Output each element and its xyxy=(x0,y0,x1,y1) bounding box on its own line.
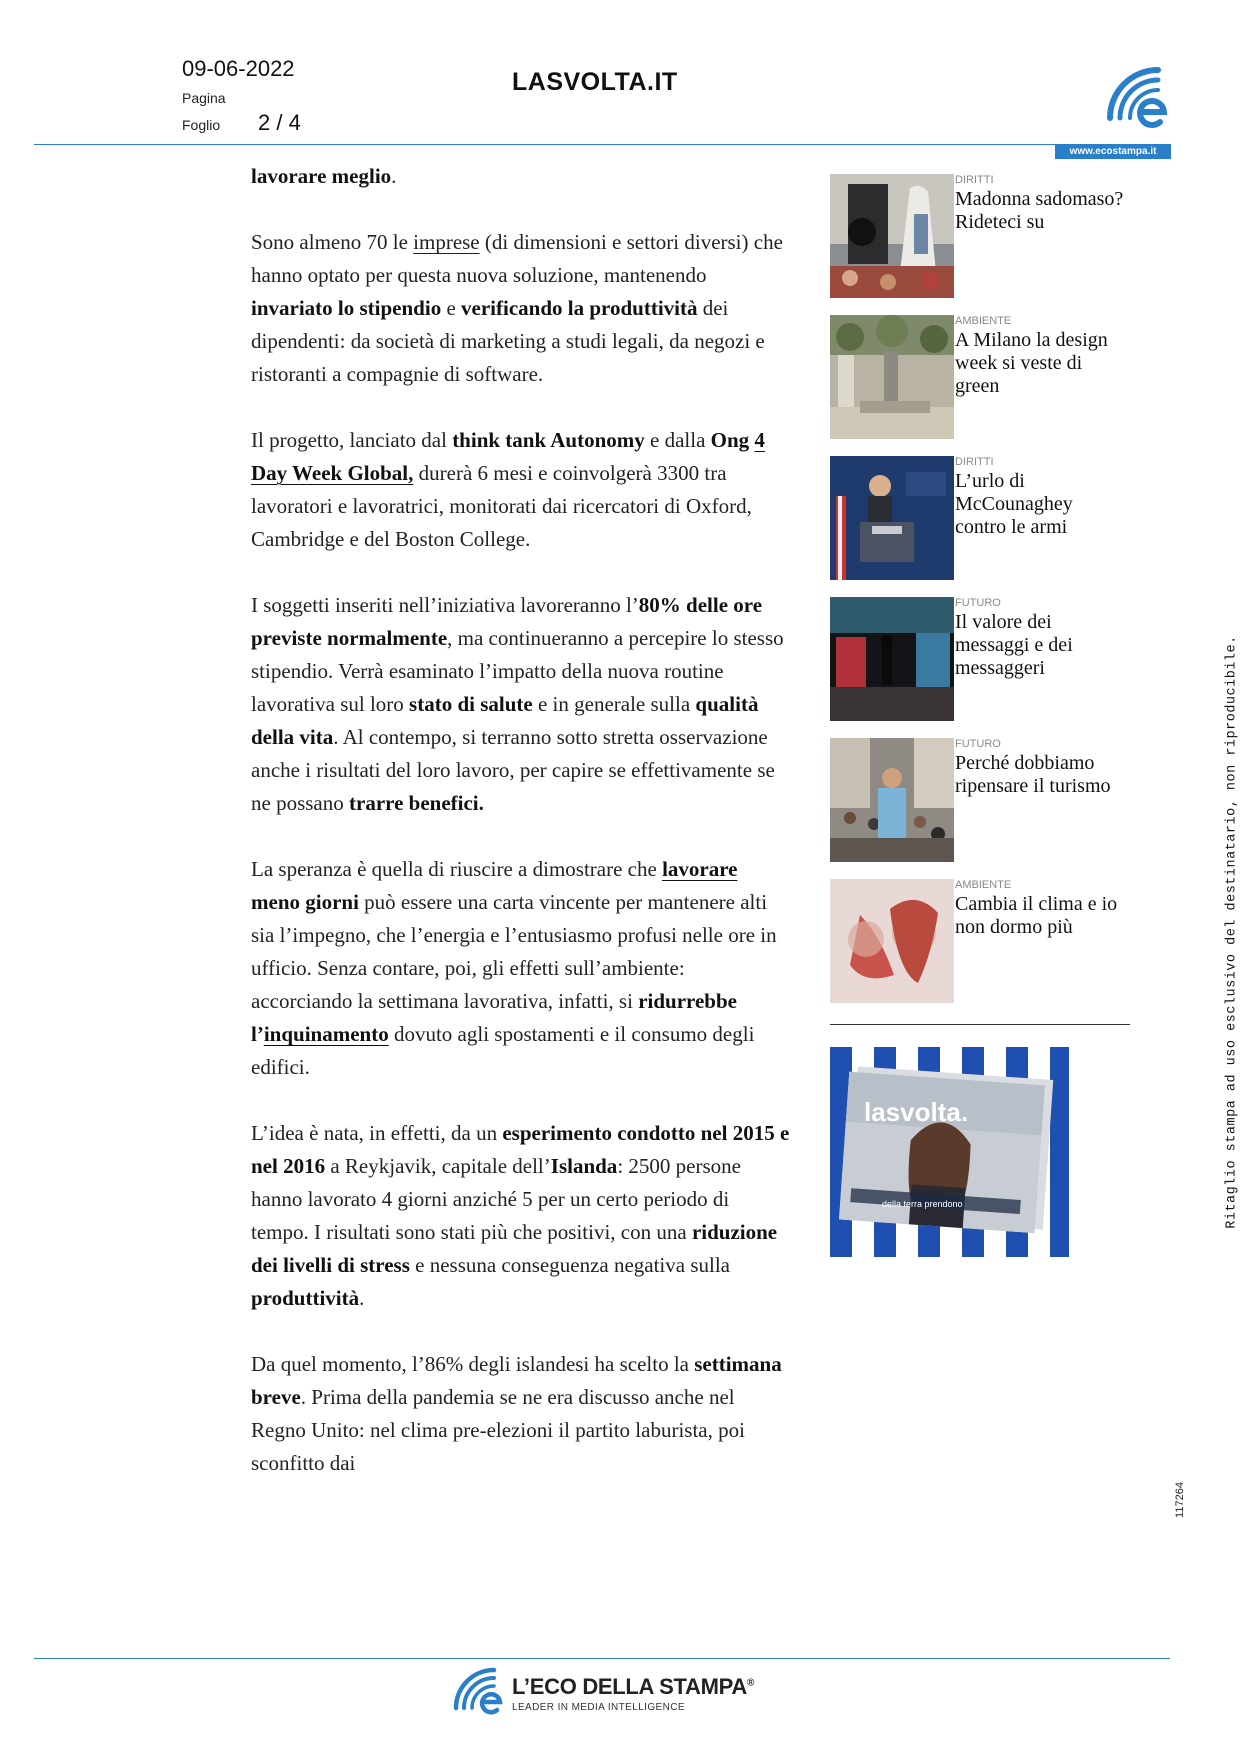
article-title[interactable]: Madonna sadomaso? Rideteci su xyxy=(955,188,1124,233)
promo-caption: della terra prendono xyxy=(882,1199,963,1209)
footer-divider xyxy=(34,1658,1170,1659)
eco-della-stampa-logo-icon xyxy=(452,1664,504,1716)
link-inquinamento[interactable]: inquinamento xyxy=(263,1022,389,1046)
related-item-turismo[interactable] xyxy=(830,738,1130,879)
related-item-madonna[interactable] xyxy=(830,174,1130,315)
paragraph-4: I soggetti inseriti nell’iniziativa lavoreranno l’80% delle ore previste normalmente, ma continueranno a percepire lo stesso stipendio. Verrà esaminato l’impatto della nuova routine lavorativa sul loro stato di salute e in generale sulla qualità della vita. Al contempo, si terranno sotto stretta osservazione anche i risultati del loro lavoro, per capire se effettivamente se ne possano trarre benefici. xyxy=(251,593,784,815)
thumbnail-image[interactable] xyxy=(830,456,954,580)
paragraph-1: lavorare meglio. xyxy=(251,164,397,188)
source-title: LASVOLTA.IT xyxy=(512,68,678,96)
paragraph-7: Da quel momento, l’86% degli islandesi ha scelto la settimana breve. Prima della pandemia se ne era discusso anche nel Regno Unito: nel clima pre-elezioni il partito laburista, poi sconfitto dai xyxy=(251,1352,782,1475)
paragraph-5: La speranza è quella di riuscire a dimostrare che lavorare meno giorni può essere una carta vincente per mantenere alti sia l’impegno, che l’energia e l’entusiasmo profusi nelle ore in ufficio. Senza contare, poi, gli effetti sull’ambiente: accorciando la settimana lavorativa, infatti, si ridurrebbe l’inquinamento dovuto agli spostamenti e il consumo degli edifici. xyxy=(251,857,777,1079)
promo-logo-text: lasvolta. xyxy=(864,1097,969,1127)
magazine-promo-banner[interactable] xyxy=(830,1047,1069,1257)
related-item-milano[interactable] xyxy=(830,315,1130,456)
link-4-day-week-global[interactable]: 4 Day Week Global, xyxy=(251,428,765,485)
article-category: DIRITTI xyxy=(955,174,994,186)
sidebar-divider xyxy=(830,1024,1130,1025)
footer-brand-name: L’ECO DELLA STAMPA® xyxy=(512,1674,755,1699)
related-item-messaggi[interactable] xyxy=(830,597,1130,738)
ecostampa-url-badge[interactable]: www.ecostampa.it xyxy=(1055,144,1171,159)
paragraph-3: Il progetto, lanciato dal think tank Autonomy e dalla Ong 4 Day Week Global, durerà 6 mesi e coinvolgerà 3300 tra lavoratori e lavoratrici, monitorati dai ricercatori di Oxford, Cambridge e del Boston College. xyxy=(251,428,765,551)
paragraph-6: L’idea è nata, in effetti, da un esperimento condotto nel 2015 e nel 2016 a Reykjavik, capitale dell’Islanda: 2500 persone hanno lavorato 4 giorni anziché 5 per un certo periodo di tempo. I risultati sono stati più che positivi, con una riduzione dei livelli di stress e nessuna conseguenza negativa sulla produttività. xyxy=(251,1121,790,1310)
reproduction-notice: Ritaglio stampa ad uso esclusivo del destinatario, non riproducibile. xyxy=(1224,635,1240,1229)
foglio-label: Foglio xyxy=(182,117,221,133)
article-title[interactable]: L’urlo di McCounaghey contro le armi xyxy=(955,470,1073,538)
thumbnail-image[interactable] xyxy=(830,879,954,1003)
eco-logo-icon xyxy=(1100,56,1170,136)
article-title[interactable]: Il valore dei messaggi e dei messaggeri xyxy=(955,611,1073,679)
thumbnail-image[interactable] xyxy=(830,597,954,721)
related-item-mcconaughey[interactable] xyxy=(830,456,1130,597)
article-title[interactable]: Cambia il clima e io non dormo più xyxy=(955,893,1118,938)
article-category: DIRITTI xyxy=(955,456,994,468)
article-category: FUTURO xyxy=(955,597,1001,609)
article-category: AMBIENTE xyxy=(955,315,1012,327)
clipping-code: 117264 xyxy=(1174,1482,1186,1518)
article-category: AMBIENTE xyxy=(955,879,1012,891)
header-divider xyxy=(34,144,1170,145)
article-category: FUTURO xyxy=(955,738,1001,750)
pagina-label: Pagina xyxy=(182,90,226,106)
clipping-date: 09-06-2022 xyxy=(182,56,295,81)
thumbnail-image[interactable] xyxy=(830,174,954,298)
thumbnail-image[interactable] xyxy=(830,315,954,439)
article-title[interactable]: A Milano la design week si veste di green xyxy=(955,329,1108,397)
article-title[interactable]: Perché dobbiamo ripensare il turismo xyxy=(955,752,1111,797)
link-imprese[interactable]: imprese xyxy=(413,230,480,254)
link-lavorare[interactable]: lavorare xyxy=(662,857,738,881)
footer-tagline: LEADER IN MEDIA INTELLIGENCE xyxy=(512,1702,685,1713)
thumbnail-image[interactable] xyxy=(830,738,954,862)
related-articles xyxy=(830,174,1130,1020)
foglio-value: 2 / 4 xyxy=(258,110,301,135)
paragraph-2: Sono almeno 70 le imprese (di dimensioni e settori diversi) che hanno optato per questa nuova soluzione, mantenendo invariato lo stipendio e verificando la produttività dei dipendenti: da società di marketing a studi legali, da negozi e ristoranti a compagnie di software. xyxy=(251,230,783,386)
article-body xyxy=(251,160,791,1513)
related-item-clima[interactable] xyxy=(830,879,1130,1020)
